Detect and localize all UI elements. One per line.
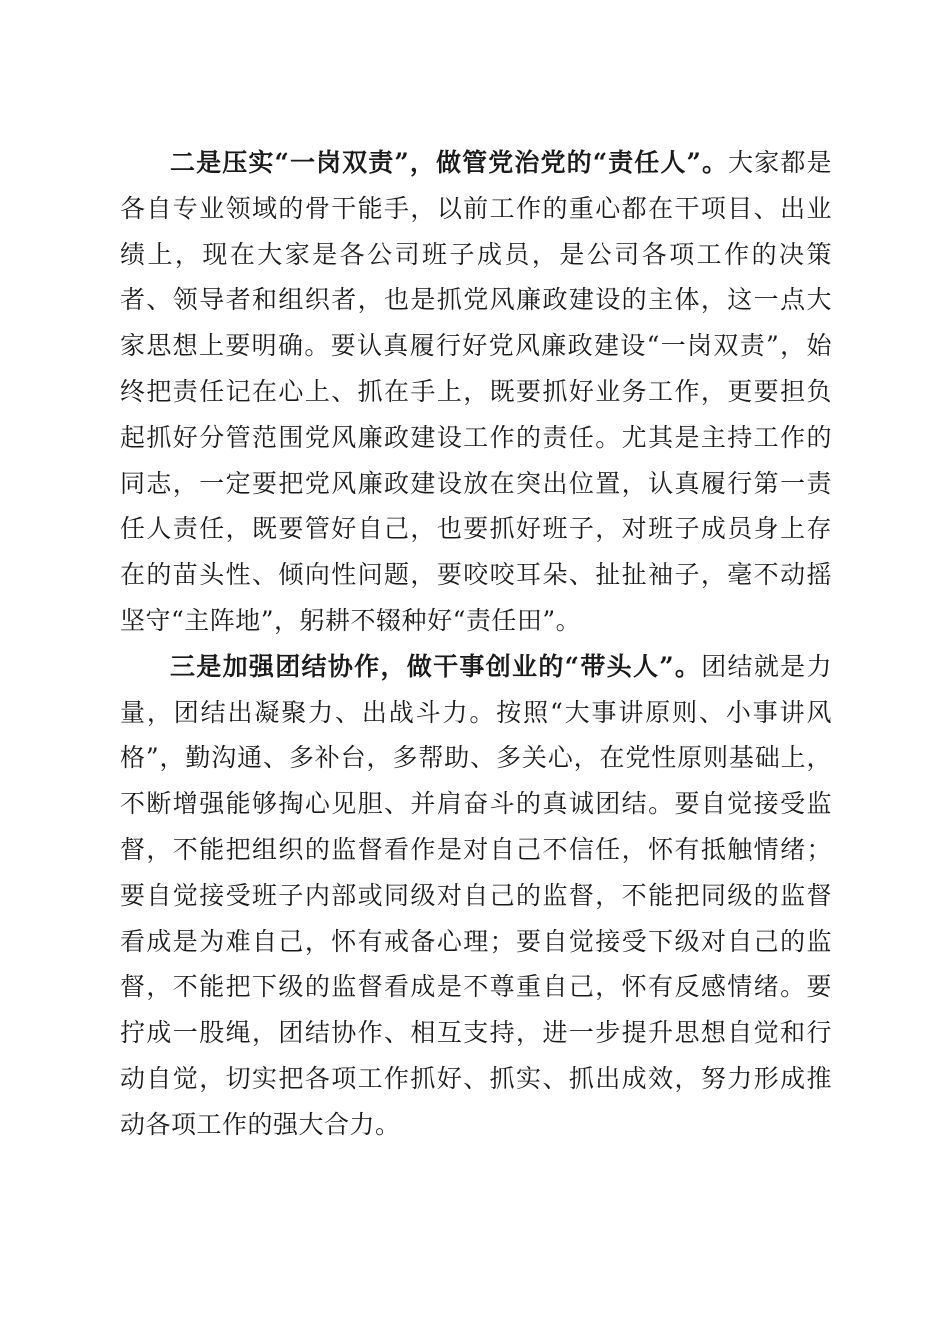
- paragraph-heading: 二是压实“一岗双责”，做管党治党的“责任人”。: [170, 148, 729, 177]
- paragraph-heading: 三是加强团结协作，做干事创业的“带头人”。: [170, 651, 702, 681]
- paragraph-unity: [120, 644, 832, 1148]
- document-page: [120, 140, 832, 1148]
- paragraph-body: 团结就是力量，团结出凝聚力、出战斗力。按照“大事讲原则、小事讲风格”，勤沟通、多补台，多帮助、多关心，在党性原则基础上，不断增强能够掏心见胆、并肩奋斗的真诚团结。要自觉接受监督，不能把组织的监督看作是对自己不信任，怀有抵触情绪；要自觉接受班子内部或同级对自己的监督，不能把同级的监督看成是为难自己，怀有戒备心理；要自觉接受下级对自己的监督，不能把下级的监督看成是不尊重自己，怀有反感情绪。要拧成一股绳，团结协作、相互支持，进一步提升思想自觉和行动自觉，切实把各项工作抓好、抓实、抓出成效，努力形成推动各项工作的强大合力。: [120, 651, 832, 1139]
- paragraph-responsibility: [120, 140, 832, 644]
- paragraph-body: 大家都是各自专业领域的骨干能手，以前工作的重心都在干项目、出业绩上，现在大家是各公司班子成员，是公司各项工作的决策者、领导者和组织者，也是抓党风廉政建设的主体，这一点大家思想上要明确。要认真履行好党风廉政建设“一岗双责”，始终把责任记在心上、抓在手上，既要抓好业务工作，更要担负起抓好分管范围党风廉政建设工作的责任。尤其是主持工作的同志，一定要把党风廉政建设放在突出位置，认真履行第一责任人责任，既要管好自己，也要抓好班子，对班子成员身上存在的苗头性、倾向性问题，要咬咬耳朵、扯扯袖子，毫不动摇坚守“主阵地”，躬耕不辍种好“责任田”。: [120, 148, 832, 635]
